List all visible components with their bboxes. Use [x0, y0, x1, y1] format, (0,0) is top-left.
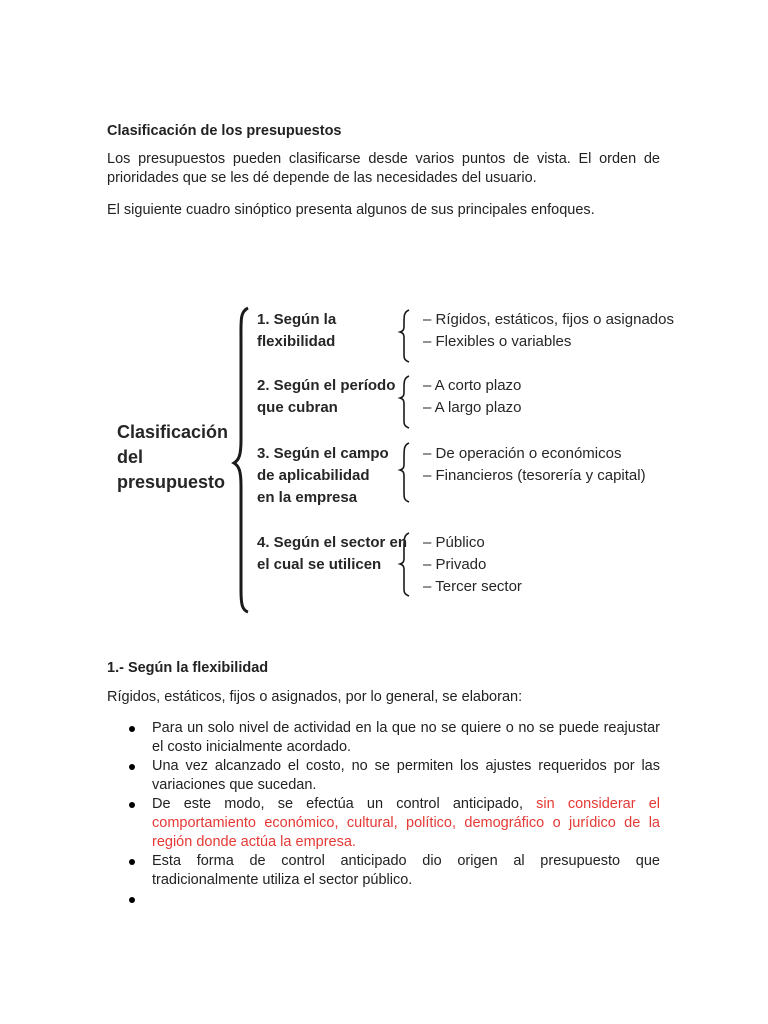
category-line: 2. Según el período: [257, 377, 396, 394]
intro-paragraph: Los presupuestos pueden clasificarse desde varios puntos de vista. El orden de prioridades que se les dé depende de las necesidades del usuario.: [107, 151, 660, 186]
category-item: – Rígidos, estáticos, fijos o asignados: [423, 311, 674, 328]
category-item: – Flexibles o variables: [423, 333, 572, 350]
category-1-title: [257, 309, 336, 353]
section-1-title: 1.- Según la flexibilidad: [107, 660, 269, 676]
list-item-text: Una vez alcanzado el costo, no se permiten los ajustes requeridos por las variaciones que sucedan.: [152, 758, 660, 793]
list-item: [107, 852, 660, 890]
category-line: de aplicabilidad: [257, 467, 370, 484]
category-item: – Público: [423, 534, 485, 551]
category-3-title: [257, 443, 389, 509]
category-4-title: [257, 532, 407, 576]
list-item: [107, 890, 660, 909]
root-line: Clasificación: [117, 422, 229, 442]
brace-icon: [400, 310, 409, 362]
brace-icon: [400, 443, 409, 502]
category-2-title: [257, 375, 395, 419]
category-2-items: [423, 375, 521, 419]
list-item-text: De este modo, se efectúa un control anticipado,: [152, 796, 537, 812]
bullet-icon: [129, 802, 135, 808]
section-1-intro: Rígidos, estáticos, fijos o asignados, por lo general, se elaboran:: [107, 689, 523, 705]
category-line: flexibilidad: [257, 333, 336, 350]
bullet-icon: [129, 764, 135, 770]
category-item: – Privado: [423, 556, 487, 573]
diagram-root-label: [117, 420, 228, 495]
bullet-icon: [129, 726, 135, 732]
category-line: 1. Según la: [257, 311, 337, 328]
intro-paragraph-2: El siguiente cuadro sinóptico presenta algunos de sus principales enfoques.: [107, 202, 595, 218]
category-line: en la empresa: [257, 489, 358, 506]
synoptic-chart: [100, 300, 674, 615]
category-line: el cual se utilicen: [257, 556, 382, 573]
category-line: 3. Según el campo: [257, 445, 389, 462]
category-4-items: [423, 532, 522, 598]
root-line: del: [117, 447, 144, 467]
category-1-items: [423, 309, 674, 353]
category-3-items: [423, 443, 646, 487]
category-item: – Tercer sector: [423, 578, 522, 595]
list-item: [107, 795, 660, 852]
category-item: – Financieros (tesorería y capital): [423, 467, 646, 484]
category-item: – De operación o económicos: [423, 445, 622, 462]
list-item: [107, 757, 660, 795]
category-item: – A largo plazo: [423, 399, 522, 416]
main-brace-icon: [234, 308, 248, 612]
list-item-text: Para un solo nivel de actividad en la que no se quiere o no se puede reajustar el costo inicialmente acordado.: [152, 720, 660, 755]
section-heading: Clasificación de los presupuestos: [107, 123, 342, 139]
list-item-text: Esta forma de control anticipado dio origen al presupuesto que tradicionalmente utiliza el sector público.: [152, 853, 660, 888]
bullet-icon: [129, 859, 135, 865]
category-line: que cubran: [257, 399, 338, 416]
list-item: [107, 719, 660, 757]
brace-icon: [400, 376, 409, 428]
root-line: presupuesto: [117, 472, 226, 492]
category-line: 4. Según el sector en: [257, 534, 408, 551]
bullet-icon: [129, 897, 135, 903]
category-item: – A corto plazo: [423, 377, 522, 394]
highlighted-text: sin considerar el comportamiento económico, cultural, político, demográfico o jurídico de la región donde actúa la empresa.: [152, 796, 661, 850]
bullet-list: [107, 719, 660, 909]
